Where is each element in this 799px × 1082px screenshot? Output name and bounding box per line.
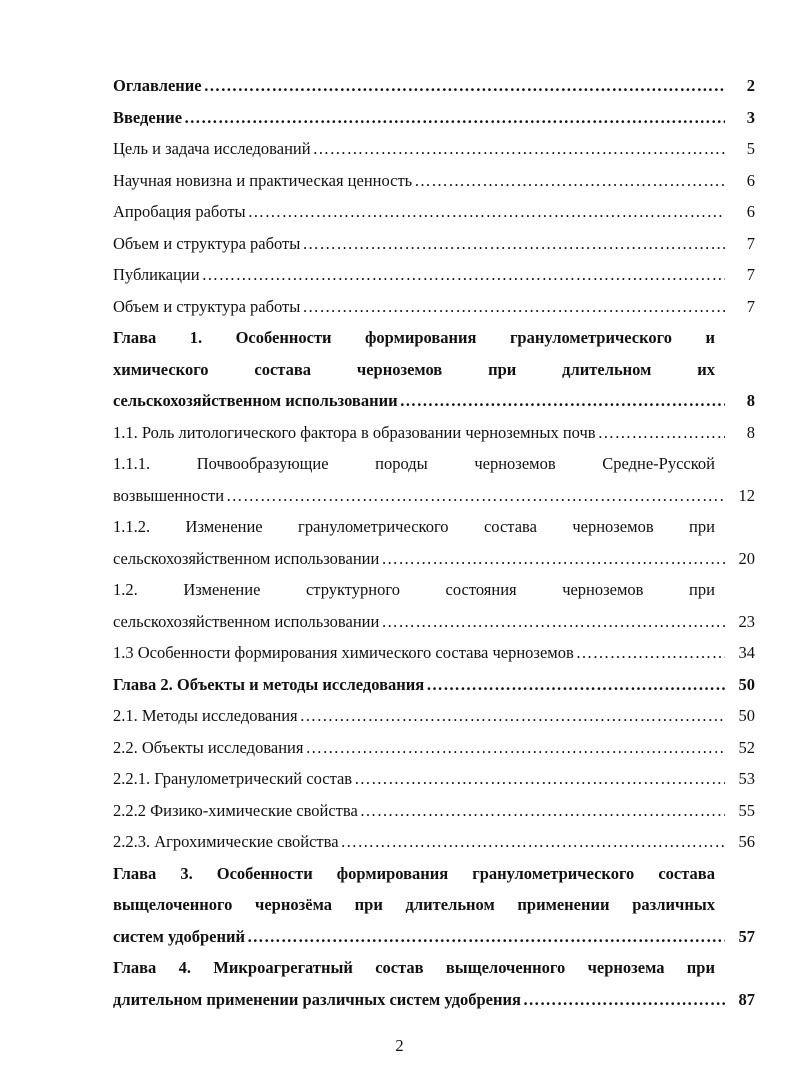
word: 1.2. [113,580,138,599]
toc-leader-dots [354,763,725,795]
toc-entry [113,921,755,953]
toc-entry [113,133,755,165]
word: Микроагрегатный [213,958,353,977]
toc-entry-title: Глава 2. Объекты и методы исследования [113,674,425,694]
word: 3. [180,863,193,883]
toc-entry-page: 53 [738,769,755,788]
word: гранулометрического [472,863,635,883]
word: чернозема [587,958,665,977]
toc-entry [113,291,755,323]
toc-entry-title: длительном применении различных систем удобрения [113,989,521,1009]
chapter-1-heading-line-1 [113,322,755,354]
toc-entry-title: Введение [113,107,183,127]
toc-entry-title: возвышенности [113,485,225,505]
word: Глава [113,863,157,883]
word: химического [113,359,209,379]
toc-entry-title: Объем и структура работы [113,296,301,316]
toc-entry-page: 6 [746,202,755,221]
toc-entry-title: Объем и структура работы [113,233,301,253]
toc-entry [113,606,755,638]
toc-entry-page: 57 [738,926,755,946]
toc-entry-title: 2.2.1. Гранулометрический состав [113,769,353,788]
toc-entry-page: 5 [746,139,755,158]
toc-entry [113,669,755,701]
toc-entry [113,826,755,858]
toc-leader-dots [360,795,725,827]
toc-entry [113,543,755,575]
word: и [705,328,715,347]
section-1-2-line-1 [113,574,755,606]
toc-entry-title: Оглавление [113,76,202,95]
toc-leader-dots [226,480,725,512]
toc-leader-dots [598,417,725,449]
toc-entry [113,732,755,764]
word: 1. [189,328,203,347]
toc-entry-title: Апробация работы [113,202,246,221]
word: породы [375,454,428,473]
section-1-1-2-line-1 [113,511,755,543]
toc-leader-dots [313,133,725,165]
toc-entry-page: 7 [746,296,755,316]
toc-entry-page: 50 [738,674,755,694]
word: черноземов [356,359,443,379]
toc-entry-page: 56 [738,832,755,851]
word: состава [483,517,537,536]
word: Глава [113,328,157,347]
toc-entry-title: 2.2.3. Агрохимические свойства [113,832,339,851]
word: Глава [113,958,157,977]
toc-entry-page: 7 [746,265,755,284]
toc-leader-dots [426,669,725,701]
page-number: 2 [395,1036,404,1055]
toc-entry-page: 8 [746,391,755,410]
toc-entry-title: Публикации [113,265,200,284]
word: при [354,895,383,914]
toc-entry [113,165,755,197]
toc-entry-page: 55 [738,800,755,820]
chapter-3-heading-line-2 [113,889,755,921]
toc-leader-dots [302,228,725,260]
word: черноземов [572,517,654,536]
toc-entry-title: сельскохозяйственном использовании [113,548,380,568]
word: структурного [305,580,400,599]
word: состава [658,863,715,883]
word: Изменение [185,517,263,536]
toc-entry-page: 52 [738,737,755,757]
toc-entry-title: Научная новизна и практическая ценность [113,170,413,190]
toc-entry-page: 3 [746,107,755,127]
word: состояния [445,580,517,599]
toc-entry-title: сельскохозяйственном использовании [113,391,398,410]
word: формирования [365,328,477,347]
word: выщелоченного [445,958,566,977]
toc-entry [113,102,755,134]
toc-entry-title: 2.1. Методы исследования [113,706,298,725]
toc-entry-page: 23 [738,611,755,631]
toc-entry [113,480,755,512]
toc-entry [113,637,755,669]
word: гранулометрического [509,328,672,347]
word: применении [517,895,610,914]
toc-entry-page: 12 [738,485,755,505]
toc-leader-dots [381,543,725,575]
toc-entry-page: 87 [738,989,755,1009]
toc-entry-page: 34 [738,643,755,662]
chapter-1-heading-line-2 [113,354,755,386]
word: формирования [336,863,449,883]
toc-leader-dots [202,259,725,291]
toc-leader-dots [341,826,725,858]
toc-leader-dots [381,606,725,638]
word: 1.1.1. [113,454,151,473]
toc-entry [113,259,755,291]
word: выщелоченного [113,895,233,914]
word: 4. [178,958,191,977]
word: гранулометрического [298,517,449,536]
word: черноземов [562,580,644,599]
toc-entry-title: 1.1. Роль литологического фактора в образовании черноземных почв [113,422,596,442]
toc-leader-dots [523,984,725,1016]
toc-entry-page: 6 [746,170,755,190]
word: Особенности [235,328,332,347]
word: различных [632,895,715,914]
word: Средне-Русской [602,454,715,473]
word: при [686,958,715,977]
toc-leader-dots [248,196,725,228]
toc-entry [113,228,755,260]
toc-entry-title: систем удобрений [113,926,246,946]
word: состав [375,958,424,977]
chapter-3-heading-line-1 [113,858,755,890]
word: черноземов [474,454,556,473]
word: чернозёма [255,895,332,914]
toc-leader-dots [576,637,725,669]
toc-entry-page: 50 [738,706,755,725]
word: Почвообразующие [196,454,329,473]
word: длительном [405,895,495,914]
toc-leader-dots [305,732,725,764]
toc-entry-title: 2.2. Объекты исследования [113,737,304,757]
toc-leader-dots [184,102,725,134]
word: их [697,359,715,379]
toc-leader-dots [302,291,725,323]
word: 1.1.2. [113,517,151,536]
word: при [488,359,517,379]
toc-entry-page: 20 [738,548,755,568]
word: Особенности [216,863,313,883]
section-1-1-1-line-1 [113,448,755,480]
toc-entry [113,984,755,1016]
toc-leader-dots [400,385,725,417]
toc-leader-dots [414,165,725,197]
word: при [689,517,715,536]
toc-entry-page: 7 [746,233,755,253]
word: при [689,580,715,599]
chapter-4-heading-line-1 [113,952,755,984]
toc-entry [113,196,755,228]
toc-leader-dots [247,921,725,953]
toc-entry [113,70,755,102]
toc-entry [113,763,755,795]
toc-entry-title: Цель и задача исследований [113,139,311,158]
toc-entry [113,700,755,732]
toc-entry-title: 2.2.2 Физико-химические свойства [113,800,358,820]
table-of-contents [113,70,755,1015]
word: состава [254,359,312,379]
toc-entry-page: 2 [746,76,755,95]
toc-entry [113,417,755,449]
toc-entry-page: 8 [746,422,755,442]
toc-entry [113,385,755,417]
toc-leader-dots [204,70,725,102]
word: длительном [562,359,652,379]
toc-leader-dots [300,700,725,732]
toc-entry [113,795,755,827]
toc-entry-title: сельскохозяйственном использовании [113,611,380,631]
toc-entry-title: 1.3 Особенности формирования химического состава черноземов [113,643,574,662]
word: Изменение [183,580,261,599]
